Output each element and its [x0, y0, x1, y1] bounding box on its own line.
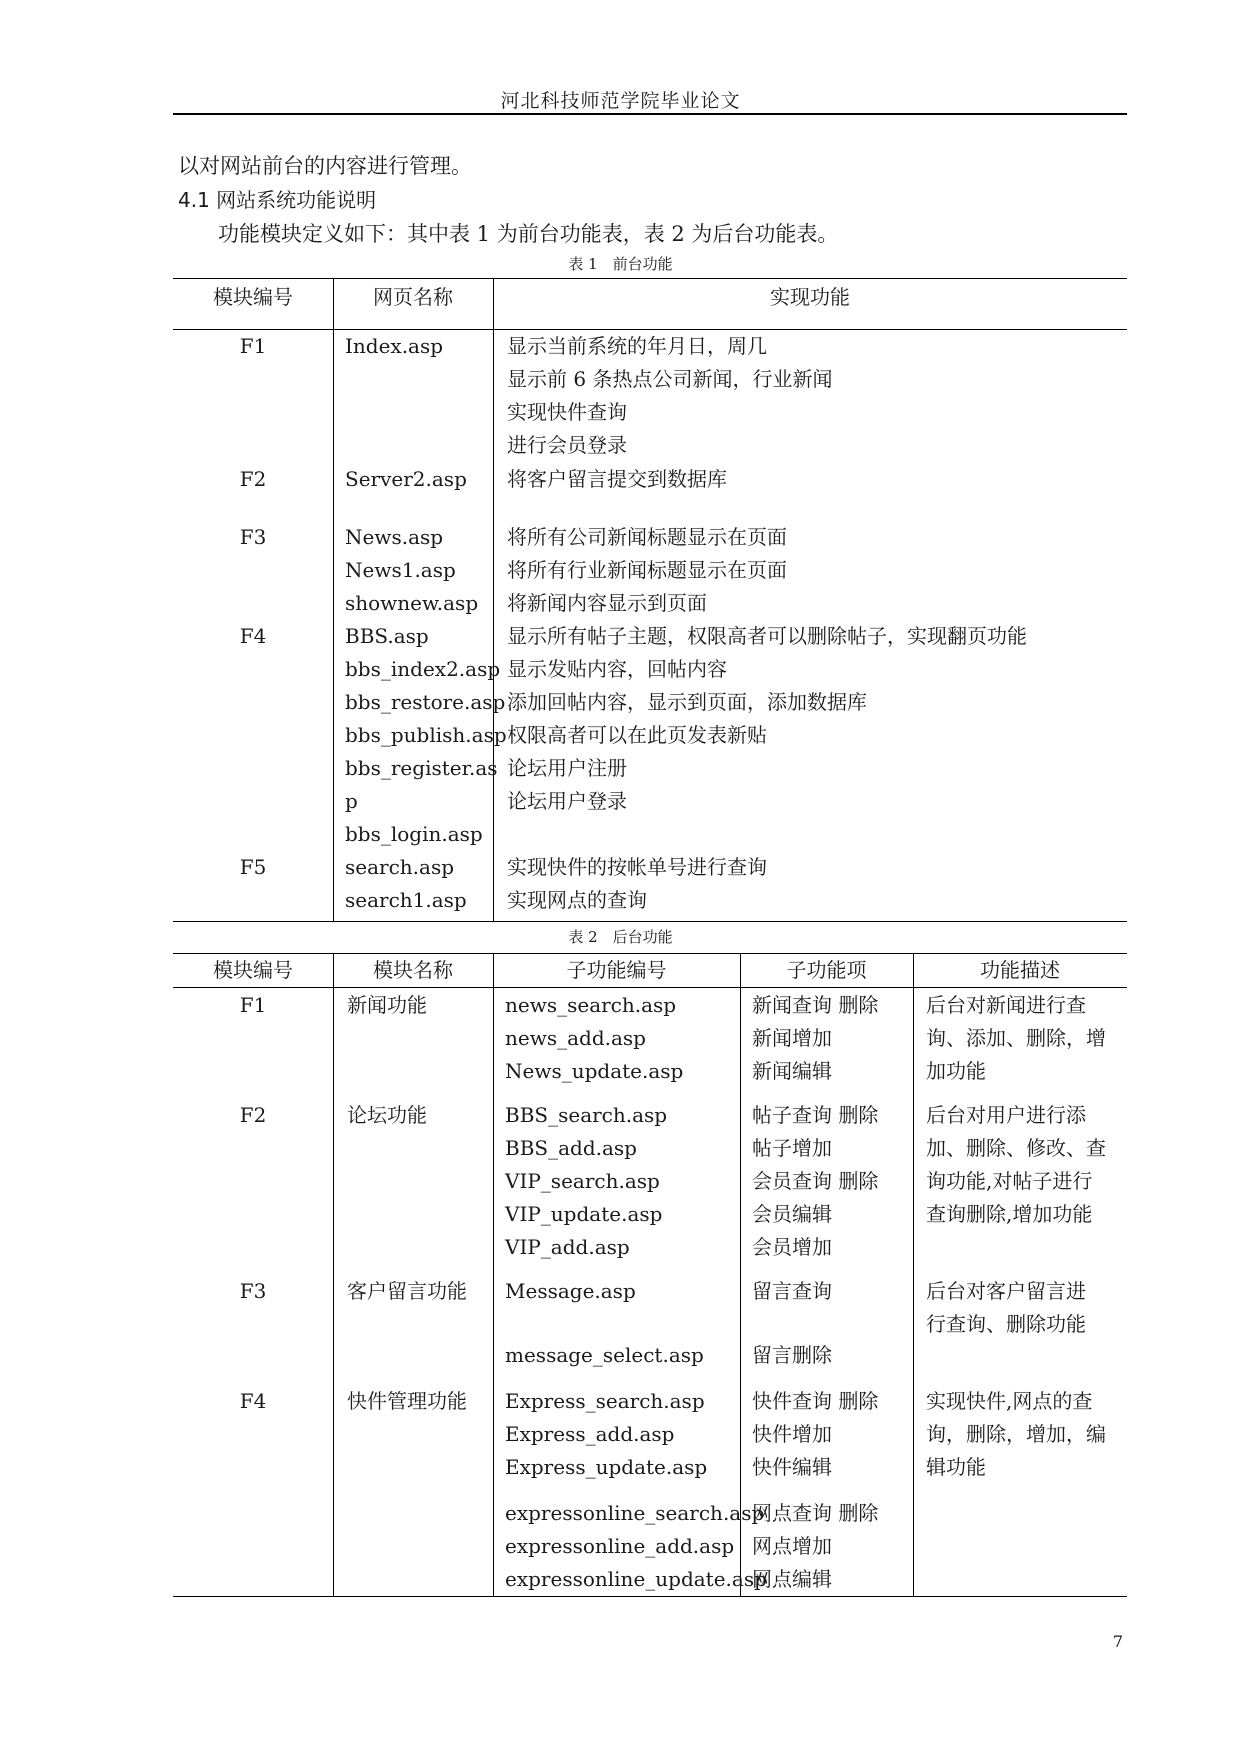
table2-item-cell [752, 1497, 878, 1596]
table2-col-divider [913, 953, 914, 1596]
function-description: 行查询、删除功能 [926, 1312, 1086, 1336]
table1-function-cell [507, 851, 767, 917]
table2-header-cell: 子功能编号 [566, 958, 667, 982]
sub-function-id: News_update.asp [505, 1059, 684, 1083]
sub-function-id: VIP_add.asp [505, 1235, 630, 1259]
sub-function-id: Express_add.asp [505, 1422, 675, 1446]
sub-function-id: news_search.asp [505, 993, 677, 1017]
table2-sub-cell [505, 1497, 767, 1596]
function-text: 实现快件查询 [507, 400, 627, 424]
sub-function-id: expressonline_search.asp [505, 1501, 765, 1525]
function-description: 询功能,对帖子进行 [926, 1169, 1093, 1193]
section-heading: 4.1 网站系统功能说明 [178, 188, 377, 212]
function-text: 将所有行业新闻标题显示在页面 [507, 558, 787, 582]
table1-page-cell [345, 620, 507, 851]
page-name: bbs_restore.asp [345, 690, 506, 714]
table2-header-cell: 模块编号 [213, 958, 293, 982]
table2-sub-cell [505, 989, 683, 1088]
table2-item-cell [752, 1339, 832, 1372]
page-header-title: 河北科技师范学院毕业论文 [500, 90, 741, 112]
table1-page-cell [345, 521, 478, 620]
page-name: search.asp [345, 855, 455, 879]
page-name: search1.asp [345, 888, 467, 912]
sub-function-item: 留言删除 [752, 1343, 832, 1367]
sub-function-item: 新闻增加 [752, 1026, 832, 1050]
table2-col-divider [333, 953, 334, 1596]
sub-function-id: Express_search.asp [505, 1389, 705, 1413]
function-text: 实现快件的按帐单号进行查询 [507, 855, 767, 879]
function-description: 后台对客户留言进 [926, 1279, 1086, 1303]
table2-item-cell [752, 989, 878, 1088]
table2-sub-cell [505, 1339, 704, 1372]
sub-function-id: Message.asp [505, 1279, 636, 1303]
table2-module-name: 论坛功能 [347, 1103, 427, 1127]
function-text: 显示当前系统的年月日，周几 [507, 334, 767, 358]
function-text: 将客户留言提交到数据库 [507, 467, 727, 491]
table2-caption: 表 2 后台功能 [568, 928, 673, 946]
table1-top-rule [173, 278, 1127, 279]
sub-function-item: 快件增加 [752, 1422, 832, 1446]
table1-col-divider [333, 278, 334, 921]
table2-item-cell [752, 1099, 878, 1264]
page-name: bbs_publish.asp [345, 723, 507, 747]
table1-page-cell [345, 463, 467, 496]
table2-sub-cell [505, 1275, 636, 1308]
sub-function-item: 会员编辑 [752, 1202, 832, 1226]
sub-function-id: news_add.asp [505, 1026, 646, 1050]
page-name: p [345, 789, 358, 813]
function-description: 后台对新闻进行查 [926, 993, 1086, 1017]
function-description: 询、添加、删除，增 [926, 1026, 1106, 1050]
function-description: 后台对用户进行添 [926, 1103, 1086, 1127]
function-description: 加功能 [926, 1059, 986, 1083]
sub-function-item: 快件查询 删除 [752, 1389, 879, 1413]
table1-caption: 表 1 前台功能 [568, 255, 673, 273]
table1-id-cell: F2 [239, 467, 267, 491]
table2-item-cell [752, 1385, 878, 1484]
table2-col-divider [493, 953, 494, 1596]
page-number: 7 [1112, 1632, 1123, 1651]
sub-function-item: 留言查询 [752, 1279, 832, 1303]
table2-item-cell [752, 1275, 832, 1308]
sub-function-item: 网点增加 [752, 1534, 832, 1558]
sub-function-id: expressonline_add.asp [505, 1534, 735, 1558]
table2-module-name: 新闻功能 [347, 993, 427, 1017]
intro-line: 以对网站前台的内容进行管理。 [178, 154, 472, 178]
function-text: 将新闻内容显示到页面 [507, 591, 707, 615]
function-text: 显示发贴内容，回帖内容 [507, 657, 727, 681]
sub-function-id: BBS_search.asp [505, 1103, 668, 1127]
function-text: 实现网点的查询 [507, 888, 647, 912]
page-name: shownew.asp [345, 591, 479, 615]
table1-header-cell: 模块编号 [213, 285, 293, 309]
table1-header-cell: 网页名称 [373, 285, 453, 309]
sub-function-id: VIP_search.asp [505, 1169, 660, 1193]
table1-page-cell [345, 851, 467, 917]
table1-function-cell [507, 521, 787, 620]
function-text: 显示前 6 条热点公司新闻，行业新闻 [507, 367, 833, 391]
table1-header-cell: 实现功能 [770, 285, 850, 309]
sub-function-id: expressonline_update.asp [505, 1567, 767, 1591]
page-name: News.asp [345, 525, 444, 549]
function-description: 询，删除，增加，编 [926, 1422, 1106, 1446]
table1-bottom-rule [173, 921, 1127, 922]
table1-function-cell [507, 620, 1027, 818]
page-name: Index.asp [345, 334, 444, 358]
table2-desc-cell [926, 989, 1106, 1088]
table1-id-cell: F5 [239, 855, 267, 879]
sub-function-item: 新闻编辑 [752, 1059, 832, 1083]
function-description: 查询删除,增加功能 [926, 1202, 1093, 1226]
page-name: bbs_index2.asp [345, 657, 501, 681]
function-description: 实现快件,网点的查 [926, 1389, 1093, 1413]
table1-id-cell: F1 [239, 334, 267, 358]
page-name: bbs_login.asp [345, 822, 483, 846]
function-text: 将所有公司新闻标题显示在页面 [507, 525, 787, 549]
page-name: BBS.asp [345, 624, 429, 648]
function-text: 添加回帖内容，显示到页面，添加数据库 [507, 690, 867, 714]
function-text: 权限高者可以在此页发表新贴 [507, 723, 767, 747]
sub-function-id: Express_update.asp [505, 1455, 708, 1479]
sub-function-item: 网点查询 删除 [752, 1501, 879, 1525]
table1-function-cell [507, 463, 727, 496]
sub-function-item: 新闻查询 删除 [752, 993, 879, 1017]
header-rule [173, 113, 1127, 115]
table2-sub-cell [505, 1099, 667, 1264]
sub-function-item: 会员查询 删除 [752, 1169, 879, 1193]
table2-bottom-rule [173, 1596, 1127, 1597]
sub-function-item: 快件编辑 [752, 1455, 832, 1479]
table2-id-cell: F3 [239, 1279, 267, 1303]
table1-function-cell [507, 330, 832, 462]
sub-function-item: 网点编辑 [752, 1567, 832, 1591]
table2-header-cell: 子功能项 [786, 958, 867, 982]
table1-id-cell: F3 [239, 525, 267, 549]
function-text: 论坛用户注册 [507, 756, 627, 780]
table2-header-rule [173, 987, 1127, 988]
table2-sub-cell [505, 1385, 707, 1484]
function-text: 显示所有帖子主题，权限高者可以删除帖子，实现翻页功能 [507, 624, 1027, 648]
sub-function-id: BBS_add.asp [505, 1136, 637, 1160]
function-description: 辑功能 [926, 1455, 986, 1479]
table2-module-name: 快件管理功能 [347, 1389, 467, 1413]
function-text: 论坛用户登录 [507, 789, 627, 813]
table2-desc-cell [926, 1385, 1106, 1484]
page-name: Server2.asp [345, 467, 467, 491]
table2-header-cell: 功能描述 [980, 958, 1060, 982]
sub-function-item: 帖子查询 删除 [752, 1103, 879, 1127]
table2-id-cell: F4 [239, 1389, 267, 1413]
sub-function-id: message_select.asp [505, 1343, 704, 1367]
table2-module-name: 客户留言功能 [347, 1279, 467, 1303]
sub-function-id: VIP_update.asp [505, 1202, 663, 1226]
table2-header-cell: 模块名称 [373, 958, 453, 982]
function-text: 进行会员登录 [507, 433, 627, 457]
table1-id-cell: F4 [239, 624, 267, 648]
section-paragraph: 功能模块定义如下：其中表 1 为前台功能表，表 2 为后台功能表。 [218, 222, 839, 246]
function-description: 加、删除、修改、查 [926, 1136, 1106, 1160]
table2-id-cell: F1 [239, 993, 267, 1017]
page-name: News1.asp [345, 558, 456, 582]
table1-page-cell [345, 330, 443, 363]
page-name: bbs_register.as [345, 756, 498, 780]
sub-function-item: 帖子增加 [752, 1136, 832, 1160]
table2-desc-cell [926, 1099, 1106, 1231]
table2-id-cell: F2 [239, 1103, 267, 1127]
sub-function-item: 会员增加 [752, 1235, 832, 1259]
table2-desc-cell [926, 1275, 1086, 1341]
